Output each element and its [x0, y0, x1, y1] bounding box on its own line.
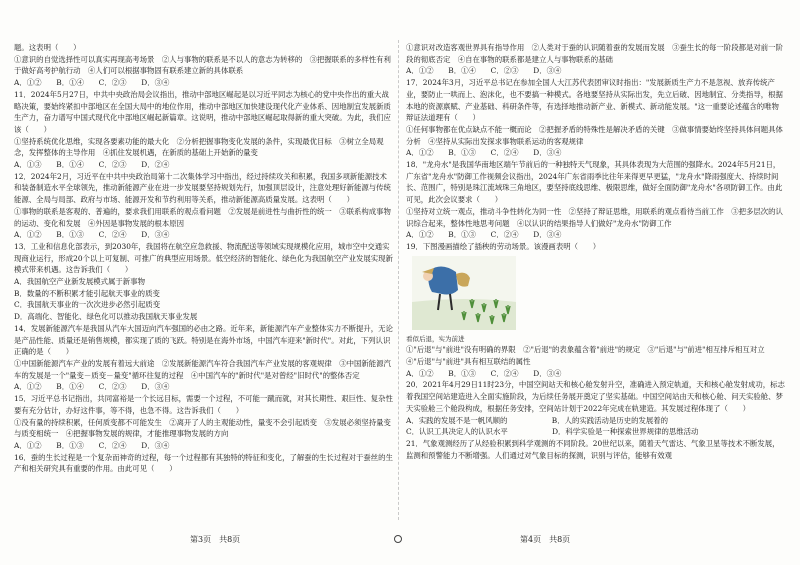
question-block: [406, 438, 786, 461]
question-block: [406, 379, 786, 438]
question-text: 11．2024年5月27日，中共中央政治局会议指出，推动中部地区崛起是以习近平同志为核心的党中央作出的重大战略决策，要始终紧扣中部地区在全国大局中的地位作用，推动中部地区加快建设现代化产业体系、因地制宜发展新质生产力，奋力谱写中国式现代化中部地区崛起新篇章。这说明，推动中部地区崛起取得新的重大突破。为此，我们应该（ ）: [14, 89, 391, 134]
left-page-column: [14, 42, 394, 475]
question-text: 题。这表明（ ）: [14, 43, 81, 52]
page-divider: [398, 40, 399, 520]
question-line: ①事物的联系是客观的、普遍的，要求我们用联系的观点看问题 ②发展是前进性与曲折性的统一 ③联系构成事物的运动、变化和发展 ④外因是事物发展的根本原因: [14, 206, 391, 228]
question-line: ①任何事物都在优点缺点不能一概而论 ②把握矛盾的特殊性是解决矛盾的关键 ③做事情要始终坚持具体问题具体分析 ④坚持从实际出发探求事物联系运动的客观规律: [406, 124, 783, 146]
question-text: 13．工业和信息化部表示，到2030年，我国将在航空应急救援、物流配送等领域实现规模化应用，城市空中交通实现商业运行，形成20个以上可复制、可推广的典型应用场景。低空经济的智能化、绿色化为我国航空产业发展实现新模式带来机遇。这告诉我们（ ）: [14, 241, 393, 275]
question-block: [14, 171, 394, 241]
question-line: A．①② B．①③ C．②④ D．③④: [406, 368, 562, 378]
question-line: C．我国航天事业的一次次进步必然引起质变: [14, 300, 161, 310]
question-line: C．认识工具决定人的认识水平 D．科学实验是一种探索世界规律的思维活动: [406, 427, 699, 437]
question-line: B．数量的不断积累才能引起航天事业的质变: [14, 288, 160, 298]
page-footer-right: 第4页 共8页: [520, 535, 571, 544]
question-block: [14, 89, 394, 171]
question-block: [406, 77, 786, 159]
question-line: A．①② B．①④ C．②③ D．③④: [14, 382, 170, 392]
question-line: ①中国新能源汽车产业的发展有着远大前途 ②发展新能源汽车符合我国汽车产业发展的客观规律 ③中国新能源汽车的发展是一个"量变－质变－量变"循环往复的过程 ④中国汽车的"新时代"是对曾经"旧时代"的整体否定: [14, 358, 391, 380]
question-line: ①没有量的持续积累，任何质变都不可能发生 ②离开了人的主观能动性，量变不会引起质变 ③发展必须坚持量变与质变相统一 ④把握事物发展的规律，才能推理事物发展的方向: [14, 417, 391, 439]
question-line: A．①② B．①③ C．②④ D．③④: [406, 230, 562, 240]
question-block: [406, 344, 786, 379]
question-text: 19．下图漫画描绘了插秧的劳动场景。该漫画表明（ ）: [406, 241, 601, 251]
question-block: [14, 323, 394, 393]
question-block: [406, 42, 786, 77]
question-block: [406, 159, 786, 241]
question-block: [14, 452, 394, 475]
question-line: A．①② B．①③ C．②④ D．③④: [406, 148, 562, 158]
question-text: 21．气象观测经历了从经验积累到科学观测的不同阶段。20世纪以来，随着天气雷达、气象卫星等技术不断发展，监测和预警能力不断增强。人们通过对气象目标的探测，识别与评估，能够有效观: [406, 438, 780, 460]
question-block: [14, 241, 394, 323]
question-line: A．①② B．①④ C．②③ D．③④: [406, 66, 562, 76]
question-line: A．①② B．①④ C．②③ D．③④: [14, 78, 170, 88]
question-line: ①坚持系统优化思维，实现各要素功能的最大化 ②分析把握事物变化发展的条件，实现最优目标 ③树立全局观念，发挥整体的主导作用 ④抓住发展机遇，在新质的基础上开始新的量变: [14, 136, 384, 158]
rice-planting-cartoon: [412, 256, 516, 330]
question-text: 14．发展新能源汽车是我国从汽车大国迈向汽车强国的必由之路。近年来，新能源汽车产业整体实力不断提升，无论是产品性能、质量还是销售规模，都实现了质的飞跃。特别是在海外市场，中国汽车迎来"新时代"。对此，下列认识正确的是（ ）: [14, 323, 393, 357]
question-text: 18．"龙舟水"是我国华南地区端午节前后的一种独特天气现象，其具体表现为大范围的强降水。2024年5月21日，广东省"龙舟水"防御工作视频会议指出，2024年广东省雨季比往年来得更早更猛，"龙舟水"降雨强度大、持续时间长、范围广，特别是珠江流域珠三角地区，要坚持底线思维、极限思维，做好全面防御"龙舟水"各项防御工作。由此可见，此次会议要求（ ）: [406, 160, 783, 205]
question-text: ①"后退"与"前进"没有明确的界限 ②"后退"的表象蕴含着"前进"的规定 ③"后退"与"前进"相互排斥相互对立 ④"后退"与"前进"具有相互联结的属性: [406, 345, 773, 367]
binding-hole-icon: [394, 535, 402, 543]
question-line: A．实践的发展不是一帆风顺的 B．人的实践活动是历史的发展着的: [406, 415, 669, 425]
question-text: 16．蚕的生长过程是一个复杂而神奇的过程，每一个过程都有其独特的特征和变化，了解蚕的生长过程对于蚕丝的生产和相关研究具有重要的作用。由此可见（ ）: [14, 452, 393, 474]
question-text: ①意识对改造客观世界具有指导作用 ②人类对于蚕的认识随着蚕的发展而发展 ③蚕生长的每一阶段都是对前一阶段的彻底否定 ④自在事物的联系都是建立人与事物联系的基础: [406, 43, 783, 64]
question-line: ①意识的自觉选择性可以真实再现高考场景 ②人与事物的联系是不以人的意志为转移的 ③把握联系的多样性有利于做好高考护航行动 ④人们可以根据事物固有联系建立新的具体联系: [14, 54, 391, 76]
question-block: [14, 393, 394, 452]
page-footer-left: 第3页 共8页: [190, 535, 241, 544]
question-line: D．高端化、智能化、绿色化可以推动我国航天事业发展: [14, 312, 198, 322]
question-text: 17．2024年3月，习近平总书记在参加全国人大江苏代表团审议时指出："发展新质生产力不是忽视、放弃传统产业，要防止一哄而上、泡沫化，也不要搞一种模式。各地要坚持从实际出发，先立后破、因地制宜、分类指导，根据本地的资源禀赋、产业基础、科研条件等，有选择地推动新产业、新模式、新动能发展。"这一重要论述蕴含的唯物辩证法道理有（ ）: [406, 78, 783, 123]
question-line: A．①③ B．①④ C．②③ D．②④: [14, 160, 170, 170]
question-line: A．我国航空产业新发展模式属于新事物: [14, 277, 145, 287]
question-text: 12．2024年2月，习近平在中共中央政治局第十二次集体学习中指出，经过持续攻关和积累，我国多项新能源技术和装备制造水平全球领先，推动新能源产业在进一步发展要坚持规划先行，加强顶层设计，注意处理好新能源与传统能源、全局与局部、政府与市场、能源开发和节约利用等关系，推动新能源高质量发展。这表明（ ）: [14, 171, 391, 205]
question-line: ①坚持对立统一观点，推动斗争性转化为同一性 ②坚持了辩证思维，用联系的观点看待当前工作 ③把多层次的认识综合起来，整体性地思考问题 ④以认识的结果指导人们做好"龙舟水"防御工作: [406, 206, 783, 228]
question-block: [406, 241, 786, 344]
right-page-column: [406, 42, 786, 461]
cartoon-caption: 看似后退，实为前进: [406, 335, 465, 344]
question-text: 20．2021年4月29日11时23分，中国空间站天和核心舱发射升空，准确进入预定轨道，天和核心舱发射成功，标志着我国空间站建造进入全面实施阶段，为后续任务展开奠定了坚实基础。中国空间站由天和核心舱、问天实验舱、梦天实验舱三个舱段构成，根据任务安排，空间站计划于2022年完成在轨建造。其发展过程体现了（ ）: [406, 380, 785, 413]
question-line: A．①② B．①③ C．②④ D．③④: [14, 440, 170, 450]
question-text: 15．习近平总书记指出，共同富裕是一个长远目标，需要一个过程，不可能一蹴而就，对其长期性、艰巨性、复杂性要有充分估计，办好这件事，等不得，也急不得。这告诉我们（ ）: [14, 394, 393, 415]
question-block: [14, 42, 394, 89]
question-line: A．①② B．①③ C．②④ D．③④: [14, 230, 170, 240]
